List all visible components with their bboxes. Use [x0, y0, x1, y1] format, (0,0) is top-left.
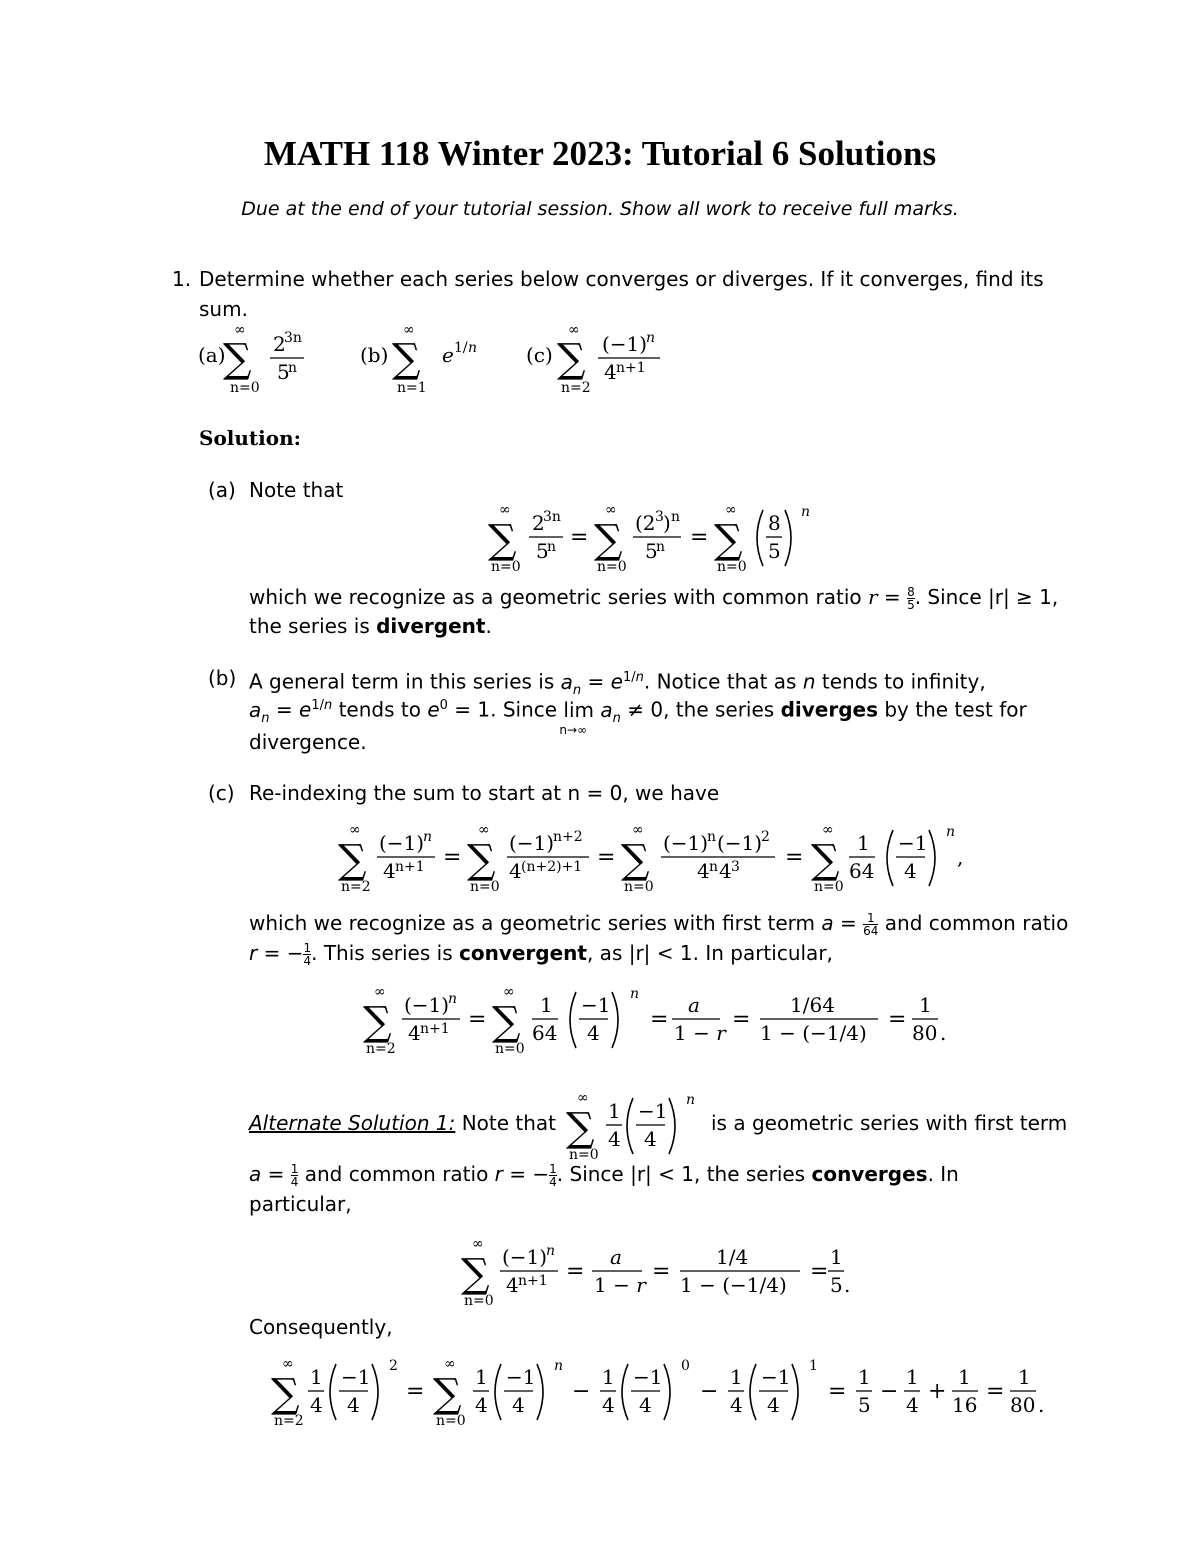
solution-b-line3: divergence. — [249, 730, 367, 754]
svg-text:n=2: n=2 — [366, 1041, 396, 1057]
svg-text:1/64: 1/64 — [790, 993, 835, 1017]
svg-text:4: 4 — [608, 1127, 621, 1151]
svg-text:∑: ∑ — [488, 517, 517, 563]
svg-text:3: 3 — [731, 859, 740, 875]
svg-text:=: = — [986, 1379, 1005, 1404]
solution-heading: Solution: — [199, 426, 302, 450]
svg-text:n: n — [554, 1358, 564, 1374]
svg-text:n+1: n+1 — [420, 1021, 450, 1037]
svg-text:80: 80 — [912, 1021, 938, 1045]
svg-text:n: n — [801, 504, 811, 520]
svg-text:∞: ∞ — [403, 322, 415, 338]
svg-text:n: n — [547, 539, 557, 555]
svg-text:4: 4 — [310, 1393, 323, 1417]
svg-text:2: 2 — [389, 1358, 398, 1374]
svg-text:=: = — [888, 1007, 907, 1032]
svg-text:∞: ∞ — [444, 1356, 456, 1372]
svg-text:n: n — [707, 829, 717, 845]
svg-text:(−1): (−1) — [379, 831, 425, 855]
svg-text:5: 5 — [277, 360, 290, 384]
svg-text:1: 1 — [958, 1365, 971, 1389]
svg-text:1: 1 — [608, 1099, 621, 1123]
svg-text:∑: ∑ — [714, 517, 743, 563]
svg-text:1: 1 — [858, 1365, 871, 1389]
svg-text:a: a — [688, 993, 700, 1017]
svg-text:=: = — [570, 525, 589, 550]
svg-text:4: 4 — [509, 859, 522, 883]
svg-text:+: + — [928, 1379, 947, 1404]
svg-text:n=0: n=0 — [230, 380, 260, 396]
svg-text:4: 4 — [347, 1393, 360, 1417]
svg-text:n=1: n=1 — [397, 380, 427, 396]
svg-text:1: 1 — [602, 1365, 615, 1389]
svg-text:.: . — [1038, 1393, 1045, 1417]
svg-text:3n: 3n — [284, 330, 302, 346]
svg-text:∑: ∑ — [271, 1371, 300, 1417]
svg-text:−1: −1 — [506, 1365, 536, 1389]
svg-text:−: − — [572, 1379, 591, 1404]
svg-text:64: 64 — [849, 859, 875, 883]
svg-text:∞: ∞ — [822, 822, 834, 838]
consequently-equation — [268, 1352, 1058, 1430]
svg-text:1/4: 1/4 — [716, 1245, 749, 1269]
svg-text:64: 64 — [532, 1021, 558, 1045]
svg-text:n=0: n=0 — [597, 559, 627, 575]
svg-text:4: 4 — [906, 1393, 919, 1417]
svg-text:4: 4 — [408, 1021, 421, 1045]
svg-text:−: − — [880, 1379, 899, 1404]
svg-text:=: = — [443, 845, 462, 870]
svg-text:n: n — [946, 824, 956, 840]
svg-text:n=0: n=0 — [569, 1147, 599, 1163]
svg-text:8: 8 — [768, 511, 781, 535]
svg-text:n=0: n=0 — [495, 1041, 525, 1057]
svg-text:4: 4 — [604, 360, 617, 384]
svg-text:1/: 1/ — [454, 340, 468, 356]
svg-text:.: . — [940, 1021, 947, 1045]
svg-text:5: 5 — [536, 539, 549, 563]
svg-text:.: . — [844, 1273, 851, 1297]
svg-text:∑: ∑ — [338, 837, 367, 883]
solution-a-line2: the series is divergent. — [249, 614, 492, 638]
svg-text:4: 4 — [475, 1393, 488, 1417]
svg-text:(n+2)+1: (n+2)+1 — [521, 859, 583, 875]
svg-text:=: = — [732, 1007, 751, 1032]
svg-text:3n: 3n — [543, 509, 561, 525]
svg-text:(−1): (−1) — [602, 332, 648, 356]
svg-text:(−1): (−1) — [502, 1245, 548, 1269]
solution-a-label: (a) — [208, 478, 236, 502]
svg-text:−1: −1 — [341, 1365, 371, 1389]
alternate-solution-line2: a = $\frac{1}{4}$ and common ratio r = − $\frac{1}{4}$ . Since |r| < 1, the series converges. In — [249, 1162, 959, 1189]
svg-text:5: 5 — [645, 539, 658, 563]
svg-text:n: n — [468, 340, 478, 356]
svg-text:n=2: n=2 — [274, 1413, 304, 1429]
svg-text:n: n — [448, 991, 458, 1007]
svg-text:2: 2 — [761, 829, 770, 845]
solution-c-label: (c) — [208, 781, 235, 805]
svg-text:=: = — [810, 1259, 829, 1284]
svg-text:n+1: n+1 — [616, 360, 646, 376]
svg-text:n=0: n=0 — [624, 879, 654, 895]
alternate-solution-line3: particular, — [249, 1192, 352, 1216]
solution-b-line2: $a_n = e^{1/n}$ tends to $e^0 = 1$. Since lim n→∞ $a_n \ne 0$, the series diverges by the test for — [249, 697, 1027, 737]
svg-text:∑: ∑ — [363, 999, 392, 1045]
svg-text:∞: ∞ — [478, 822, 490, 838]
label-b: (b) — [360, 343, 389, 367]
svg-text:−1: −1 — [581, 993, 611, 1017]
question-text-line1: Determine whether each series below converges or diverges. If it converges, find its — [199, 267, 1044, 291]
svg-text:n: n — [709, 859, 719, 875]
svg-text:4: 4 — [644, 1127, 657, 1151]
svg-text:=: = — [652, 1259, 671, 1284]
svg-text:,: , — [957, 845, 964, 869]
svg-text:(−1): (−1) — [404, 993, 450, 1017]
solution-a-equation — [485, 498, 825, 576]
svg-text:n: n — [686, 1092, 696, 1108]
svg-text:=: = — [468, 1007, 487, 1032]
page-title: MATH 118 Winter 2023: Tutorial 6 Solutions — [263, 134, 937, 173]
svg-text:1: 1 — [919, 993, 932, 1017]
svg-text:∞: ∞ — [499, 502, 511, 518]
svg-text:2: 2 — [532, 511, 545, 535]
svg-text:16: 16 — [952, 1393, 978, 1417]
svg-text:n=0: n=0 — [717, 559, 747, 575]
svg-text:∞: ∞ — [282, 1356, 294, 1372]
svg-text:4: 4 — [697, 859, 710, 883]
svg-text:∑: ∑ — [566, 1105, 595, 1151]
svg-text:n+1: n+1 — [518, 1273, 548, 1289]
svg-text:(−1): (−1) — [509, 831, 555, 855]
svg-text:4: 4 — [506, 1273, 519, 1297]
svg-text:1 − (−1/4): 1 − (−1/4) — [680, 1273, 787, 1297]
svg-text:n: n — [630, 986, 640, 1002]
svg-text:=: = — [785, 845, 804, 870]
svg-text:4: 4 — [587, 1021, 600, 1045]
svg-text:∑: ∑ — [621, 837, 650, 883]
svg-text:0: 0 — [681, 1358, 690, 1374]
svg-text:−1: −1 — [633, 1365, 663, 1389]
question-series-formulas — [190, 318, 670, 398]
svg-text:∞: ∞ — [725, 502, 737, 518]
svg-text:n=2: n=2 — [561, 380, 591, 396]
svg-text:∑: ∑ — [433, 1371, 462, 1417]
svg-text:n: n — [546, 1243, 556, 1259]
svg-text:∑: ∑ — [461, 1251, 490, 1297]
svg-text:4: 4 — [512, 1393, 525, 1417]
svg-text:=: = — [566, 1259, 585, 1284]
svg-text:(−1): (−1) — [663, 831, 709, 855]
svg-text:1 − r: 1 − r — [594, 1273, 646, 1297]
svg-text:∞: ∞ — [349, 822, 361, 838]
consequently-text: Consequently, — [249, 1315, 393, 1339]
svg-text:−1: −1 — [761, 1365, 791, 1389]
svg-text:n=0: n=0 — [814, 879, 844, 895]
svg-text:n=2: n=2 — [341, 879, 371, 895]
svg-text:3: 3 — [655, 509, 664, 525]
svg-text:1: 1 — [475, 1365, 488, 1389]
svg-text:−1: −1 — [898, 831, 928, 855]
svg-text:=: = — [690, 525, 709, 550]
svg-text:4: 4 — [730, 1393, 743, 1417]
svg-text:∑: ∑ — [811, 837, 840, 883]
label-c: (c) — [526, 343, 553, 367]
svg-text:∞: ∞ — [234, 322, 246, 338]
svg-text:n+2: n+2 — [553, 829, 583, 845]
alternate-solution-after-sum: is a geometric series with first term — [711, 1111, 1068, 1135]
svg-text:∞: ∞ — [568, 322, 580, 338]
solution-c-intro: Re-indexing the sum to start at n = 0, we have — [249, 781, 720, 805]
solution-a-intro: Note that — [249, 478, 344, 502]
svg-text:4: 4 — [719, 859, 732, 883]
svg-text:1: 1 — [857, 831, 870, 855]
svg-text:n+1: n+1 — [395, 859, 425, 875]
svg-text:4: 4 — [904, 859, 917, 883]
page-subtitle: Due at the end of your tutorial session. Show all work to receive full marks. — [241, 198, 959, 220]
svg-text:n: n — [656, 539, 666, 555]
svg-text:∑: ∑ — [223, 336, 252, 382]
svg-text:∞: ∞ — [632, 822, 644, 838]
svg-text:(−1): (−1) — [717, 831, 763, 855]
svg-text:∞: ∞ — [503, 984, 515, 1000]
solution-b-line1: A general term in this series is $a_n = e^{1/n}$. Notice that as n tends to infinity, — [249, 669, 986, 698]
svg-text:1: 1 — [310, 1365, 323, 1389]
svg-text:∑: ∑ — [594, 517, 623, 563]
question-number: 1. — [172, 267, 192, 291]
svg-text:∞: ∞ — [605, 502, 617, 518]
svg-text:1: 1 — [730, 1365, 743, 1389]
svg-text:5: 5 — [858, 1393, 871, 1417]
svg-text:): ) — [663, 511, 671, 535]
svg-text:1: 1 — [540, 993, 553, 1017]
svg-text:a: a — [610, 1245, 622, 1269]
svg-text:∞: ∞ — [374, 984, 386, 1000]
label-a: (a) — [198, 343, 226, 367]
svg-text:−1: −1 — [638, 1099, 668, 1123]
solution-c-line1: which we recognize as a geometric series with first term a = $\frac{1}{64}$ and common ratio — [249, 911, 1069, 938]
svg-text:∞: ∞ — [472, 1236, 484, 1252]
svg-text:1: 1 — [809, 1358, 818, 1374]
svg-text:=: = — [828, 1379, 847, 1404]
svg-text:n=0: n=0 — [470, 879, 500, 895]
svg-text:n: n — [671, 509, 681, 525]
solution-a-line1: which we recognize as a geometric series with common ratio r = $\frac{8}{5}$ . Since |r| ≥ 1, — [249, 585, 1059, 612]
question-text-line2: sum. — [199, 297, 248, 321]
svg-text:4: 4 — [383, 859, 396, 883]
svg-text:n: n — [288, 360, 298, 376]
svg-text:4: 4 — [767, 1393, 780, 1417]
solution-c-line2: r = − $\frac{1}{4}$ . This series is convergent, as |r| < 1. In particular, — [249, 941, 833, 968]
solution-c-equation — [335, 818, 985, 896]
svg-text:n: n — [423, 829, 433, 845]
svg-text:∑: ∑ — [557, 336, 586, 382]
svg-text:n: n — [646, 330, 656, 346]
svg-text:e: e — [442, 343, 454, 367]
svg-text:=: = — [650, 1007, 669, 1032]
svg-text:∑: ∑ — [392, 336, 421, 382]
svg-text:4: 4 — [639, 1393, 652, 1417]
svg-text:1: 1 — [906, 1365, 919, 1389]
svg-text:80: 80 — [1010, 1393, 1036, 1417]
svg-text:5: 5 — [768, 539, 781, 563]
svg-text:2: 2 — [273, 332, 286, 356]
svg-text:4: 4 — [602, 1393, 615, 1417]
svg-text:−: − — [700, 1379, 719, 1404]
alternate-geometric-series — [563, 1086, 713, 1164]
svg-text:1 − r: 1 − r — [674, 1021, 726, 1045]
svg-text:1 − (−1/4): 1 − (−1/4) — [760, 1021, 867, 1045]
svg-text:5: 5 — [830, 1273, 843, 1297]
svg-text:=: = — [597, 845, 616, 870]
svg-text:1: 1 — [1018, 1365, 1031, 1389]
svg-text:(2: (2 — [635, 511, 656, 535]
alternate-solution-line1: Alternate Solution 1: Note that — [249, 1111, 557, 1135]
svg-text:∑: ∑ — [467, 837, 496, 883]
svg-text:∞: ∞ — [577, 1090, 589, 1106]
svg-text:n=0: n=0 — [464, 1293, 494, 1309]
svg-text:1: 1 — [830, 1245, 843, 1269]
solution-c-sum-equation — [360, 980, 960, 1058]
solution-b-label: (b) — [208, 666, 237, 690]
svg-text:n=0: n=0 — [491, 559, 521, 575]
svg-text:∑: ∑ — [492, 999, 521, 1045]
svg-text:=: = — [406, 1379, 425, 1404]
svg-text:n=0: n=0 — [436, 1413, 466, 1429]
alternate-sum-equation — [458, 1232, 858, 1310]
